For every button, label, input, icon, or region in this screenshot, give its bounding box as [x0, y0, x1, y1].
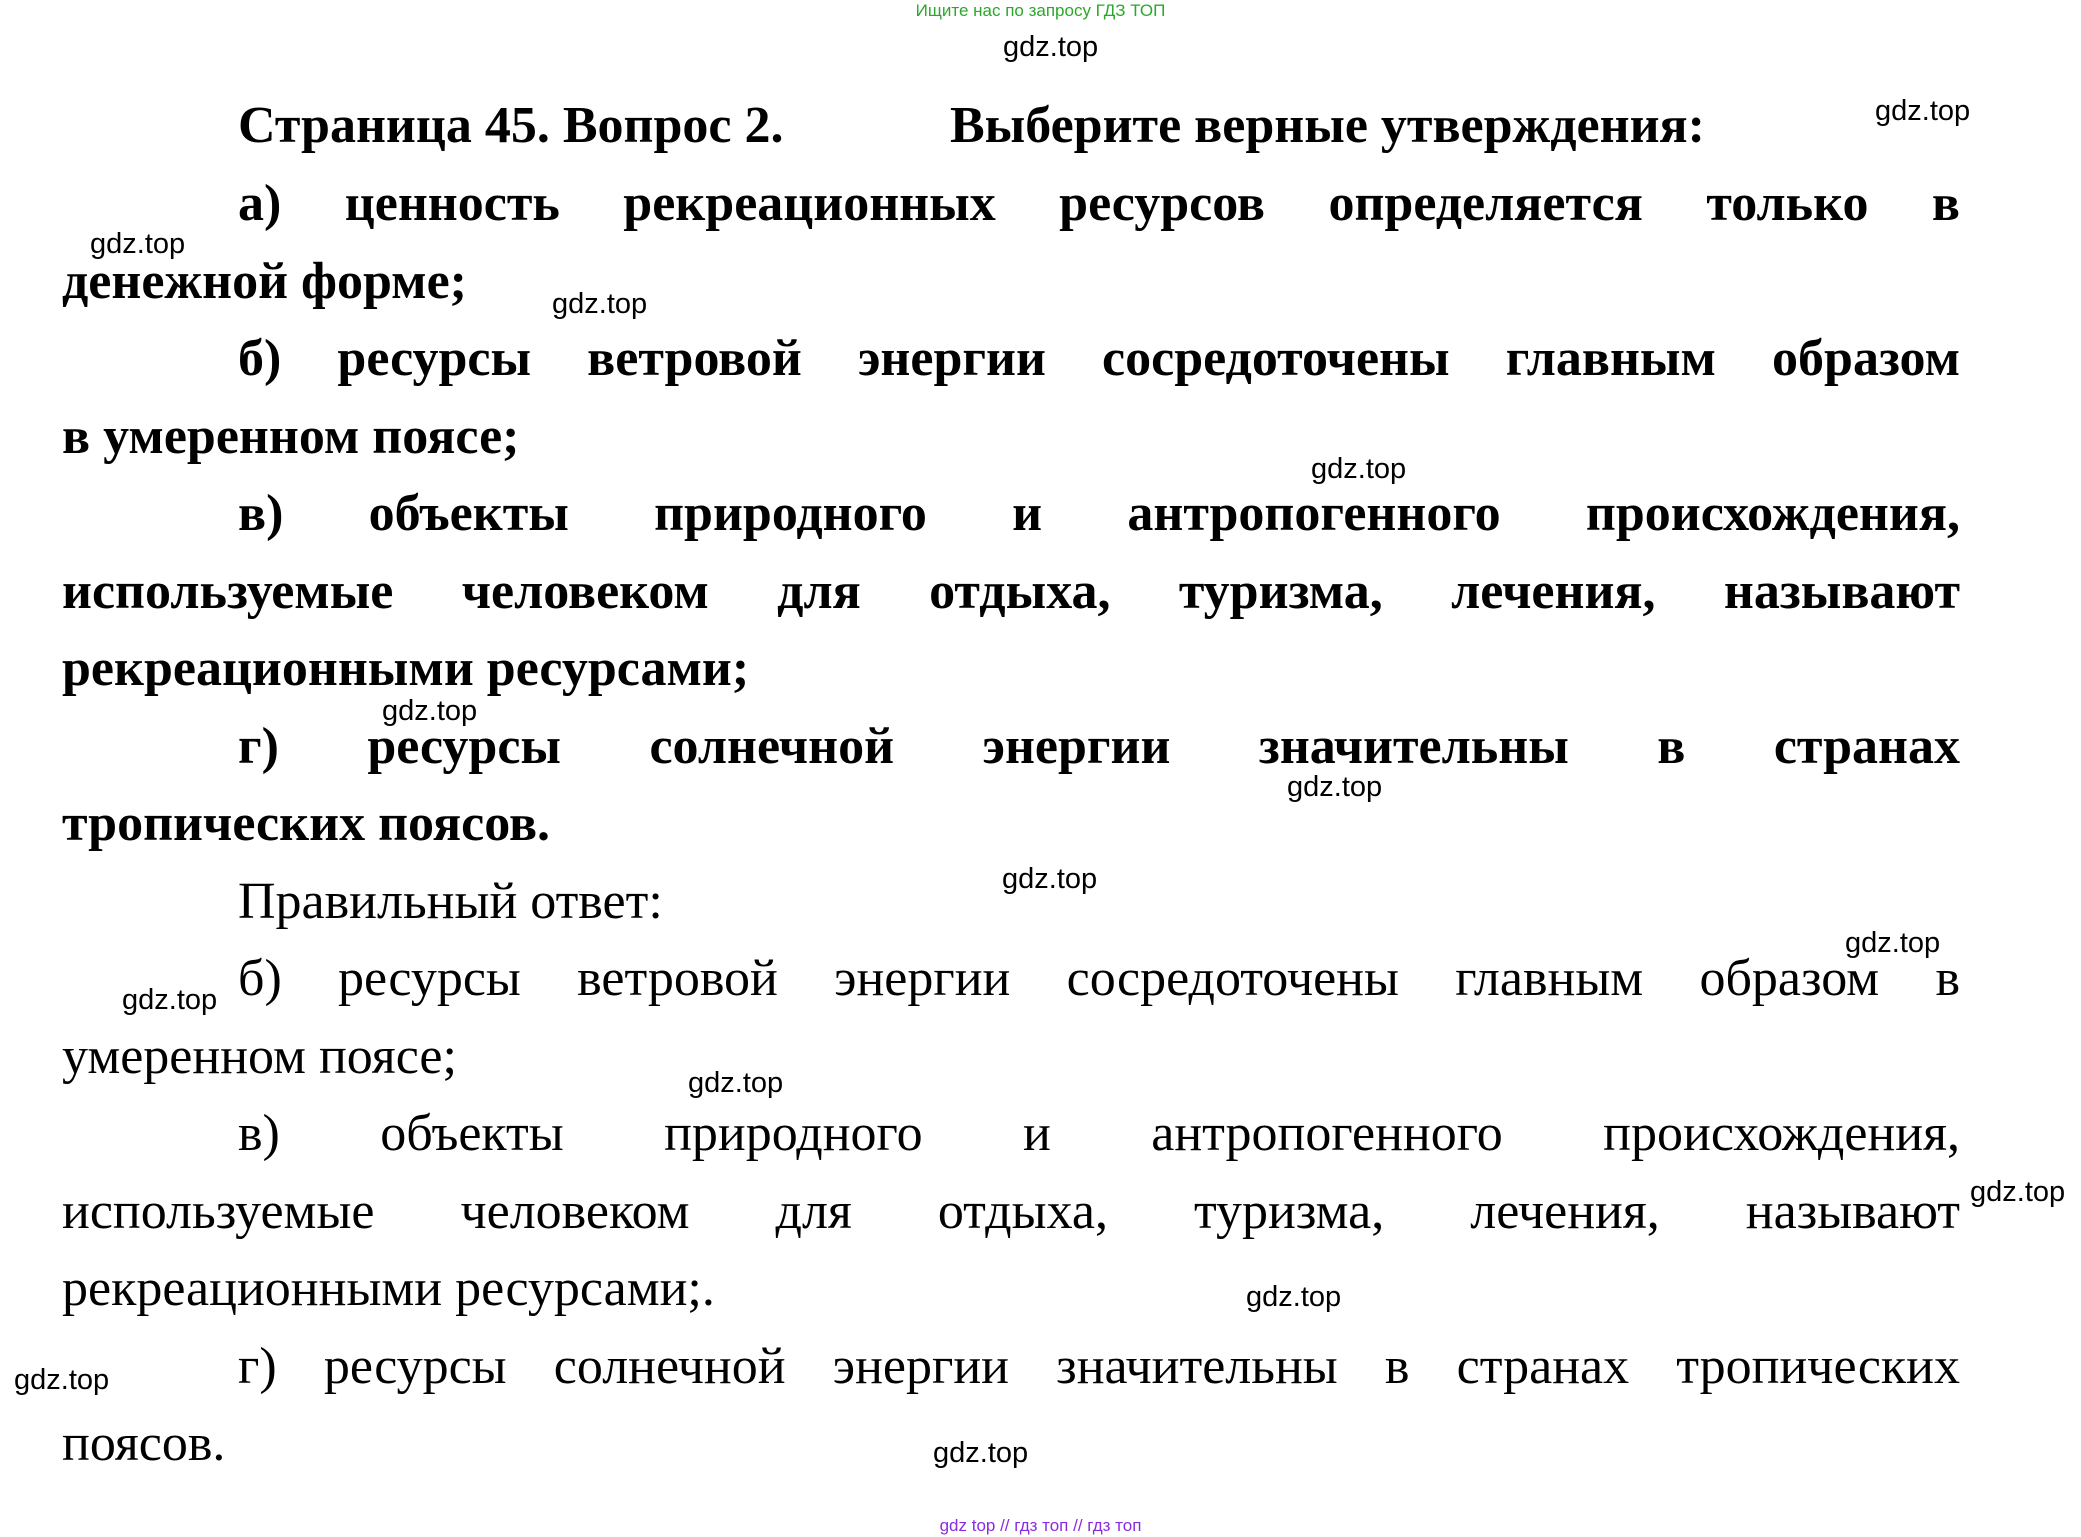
watermark: gdz.top — [933, 1437, 1029, 1469]
option-v-line-1: в) объекты природного и антропогенного происхождения, — [238, 485, 1960, 542]
watermark: gdz.top — [122, 984, 218, 1016]
watermark: gdz.top — [1845, 927, 1941, 959]
question-prompt: Выберите верные утверждения: — [950, 97, 1705, 154]
option-v-line-2: используемые человеком для отдыха, туризма, лечения, называют — [62, 563, 1960, 620]
footer-banner: gdz top // гдз топ // гдз топ — [939, 1516, 1142, 1535]
watermark: gdz.top — [1003, 31, 1099, 63]
watermark: gdz.top — [552, 288, 648, 320]
watermark: gdz.top — [90, 228, 186, 260]
option-g-line-2: тропических поясов. — [62, 795, 551, 852]
option-a-line-1: а) ценность рекреационных ресурсов определяется только в — [238, 175, 1960, 232]
option-b-line-2: в умеренном поясе; — [62, 408, 520, 465]
answer-v-line-3: рекреационными ресурсами;. — [62, 1260, 715, 1317]
option-g-line-1: г) ресурсы солнечной энергии значительны в странах — [238, 718, 1960, 775]
answer-g-line-1: г) ресурсы солнечной энергии значительны в странах тропических — [238, 1338, 1960, 1395]
watermark: gdz.top — [1875, 95, 1971, 127]
watermark: gdz.top — [1287, 771, 1383, 803]
watermark: gdz.top — [1970, 1176, 2066, 1208]
question-title: Страница 45. Вопрос 2. — [238, 97, 784, 154]
answer-v-line-2: используемые человеком для отдыха, туризма, лечения, называют — [62, 1183, 1960, 1240]
watermark: gdz.top — [1246, 1281, 1342, 1313]
watermark: gdz.top — [1311, 453, 1407, 485]
top-banner: Ищите нас по запросу ГДЗ ТОП — [915, 1, 1166, 20]
watermark: gdz.top — [382, 695, 478, 727]
watermark: gdz.top — [1002, 863, 1098, 895]
option-a-line-2: денежной форме; — [62, 253, 467, 310]
watermark: gdz.top — [14, 1364, 110, 1396]
answer-b-line-2: умеренном поясе; — [62, 1028, 457, 1085]
answer-b-line-1: б) ресурсы ветровой энергии сосредоточены главным образом в — [238, 950, 1960, 1007]
option-v-line-3: рекреационными ресурсами; — [62, 640, 750, 697]
answer-v-line-1: в) объекты природного и антропогенного происхождения, — [238, 1105, 1960, 1162]
option-b-line-1: б) ресурсы ветровой энергии сосредоточены главным образом — [238, 330, 1960, 387]
watermark: gdz.top — [688, 1067, 784, 1099]
answer-g-line-2: поясов. — [62, 1415, 226, 1472]
answer-heading: Правильный ответ: — [238, 873, 663, 930]
